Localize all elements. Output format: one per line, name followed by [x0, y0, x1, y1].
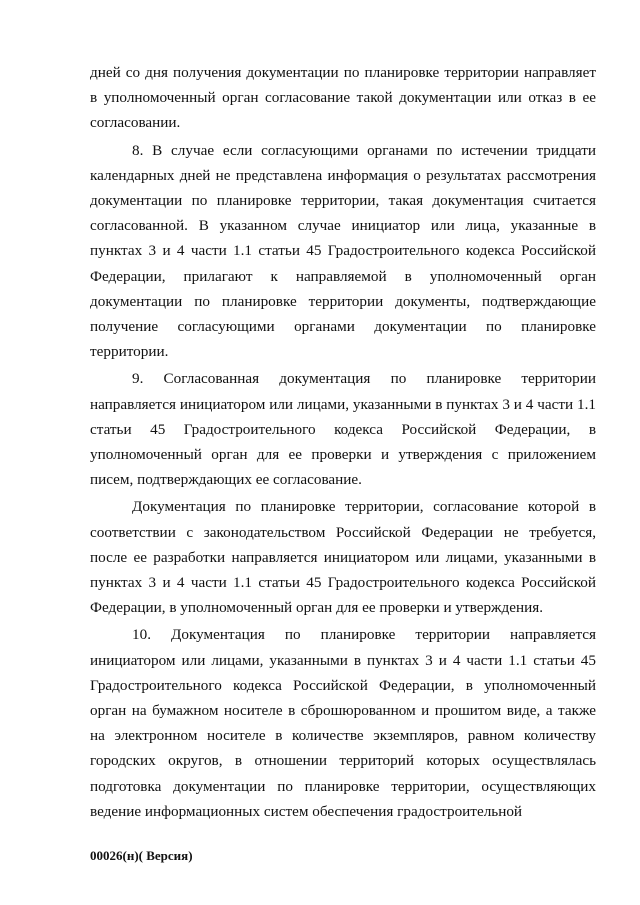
document-body [90, 60, 596, 826]
paragraph-continuation: дней со дня получения документации по планировке территории направляет в уполномоченный орган согласование такой документации или отказ в ее согласовании. [90, 64, 596, 132]
document-footer-code: 00026(н)( Версия) [90, 848, 193, 863]
paragraph-item-8: 8. В случае если согласующими органами по истечении тридцати календарных дней не представлена информация о результатах рассмотрения документации по планировке территории, такая документация считается согласованной. В указанном случае инициатор или лица, указанные в пунктах 3 и 4 части 1.1 статьи 45 Градостроительного кодекса Российской Федерации, прилагают к направляемой в уполномоченный орган документации по планировке территории документы, подтверждающие получение согласующими органами документации по планировке территории. [90, 141, 596, 361]
paragraph-unapproved-docs: Документация по планировке территории, согласование которой в соответствии с законодательством Российской Федерации не требуется, после ее разработки направляется инициатором или лицами, указанными в пунктах 3 и 4 части 1.1 статьи 45 Градостроительного кодекса Российской Федерации, в уполномоченный орган для ее проверки и утверждения. [90, 498, 596, 617]
paragraph-item-9: 9. Согласованная документация по планировке территории направляется инициатором или лицами, указанными в пунктах 3 и 4 части 1.1 статьи 45 Градостроительного кодекса Российской Федерации, в уполномоченный орган для ее проверки и утверждения с приложением писем, подтверждающих ее согласование. [90, 370, 596, 489]
paragraph-item-10: 10. Документация по планировке территории направляется инициатором или лицами, указанными в пунктах 3 и 4 части 1.1 статьи 45 Градостроительного кодекса Российской Федерации, в уполномоченный орган на бумажном носителе в сброшюрованном и прошитом виде, а также на электронном носителе в количестве экземпляров, равном количеству городских округов, в отношении территорий которых осуществлялась подготовка документации по планировке территории, осуществляющих ведение информационных систем обеспечения градостроительной [90, 626, 596, 820]
